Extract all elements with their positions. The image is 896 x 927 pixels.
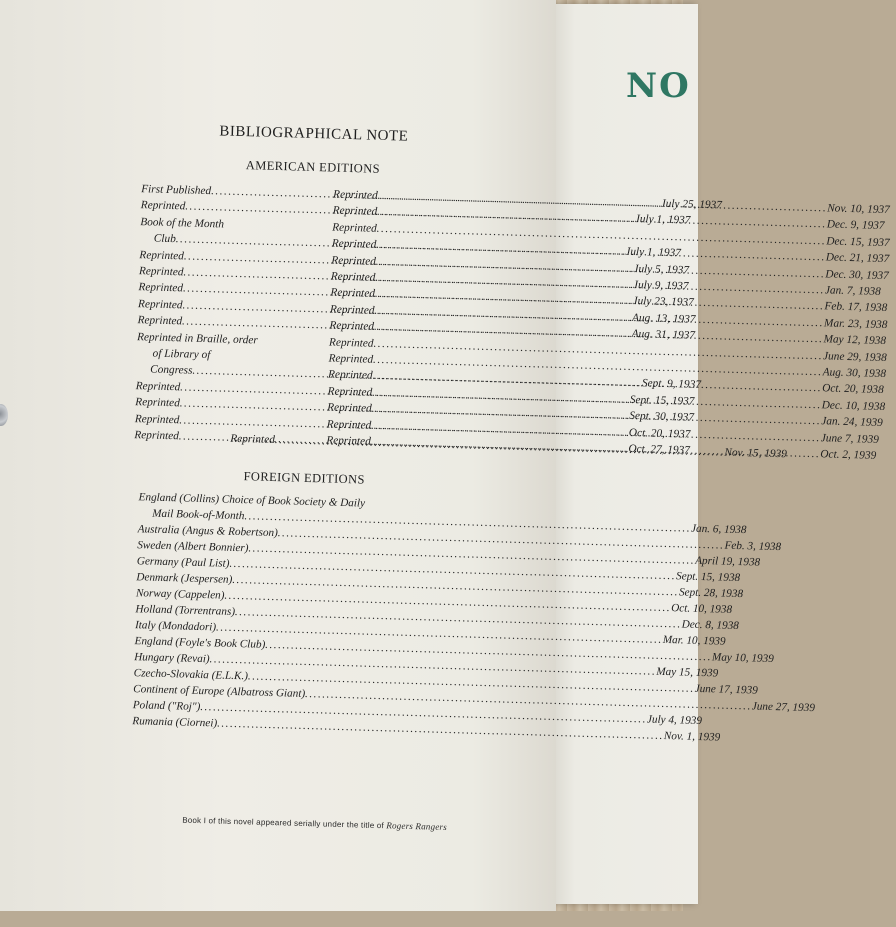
- entry-label: Reprinted: [139, 248, 185, 263]
- entry-label: Reprinted: [329, 319, 375, 333]
- entry-date: May 15, 1939: [656, 665, 719, 680]
- entry-label: Reprinted: [329, 303, 375, 317]
- footnote-title: Rogers Rangers: [386, 820, 448, 832]
- entry-label: Reprinted: [230, 432, 275, 447]
- entry-label: Reprinted: [331, 254, 377, 268]
- page-title: BIBLIOGRAPHICAL NOTE: [219, 123, 409, 145]
- entry-label: Reprinted: [134, 412, 180, 427]
- entry-date: Dec. 21, 1937: [825, 251, 890, 266]
- entry-date: Sept. 30, 1937: [629, 410, 695, 424]
- foreign-editions-heading: FOREIGN EDITIONS: [243, 469, 366, 487]
- entry-label: Sweden (Albert Bonnier): [137, 539, 249, 555]
- entry-label: Mail Book-of-Month: [151, 507, 245, 523]
- american-editions-left-column: [134, 181, 723, 457]
- entry-label: Reprinted: [331, 237, 377, 251]
- entry-label: Rumania (Ciornei): [132, 715, 218, 730]
- entry-date: Mar. 23, 1938: [823, 317, 888, 331]
- serialization-footnote: [160, 814, 470, 833]
- entry-label: Reprinted: [137, 297, 183, 312]
- entry-note: Book of the Month: [140, 215, 225, 231]
- entry-date: Aug. 13, 1937: [631, 311, 696, 326]
- entry-label: Reprinted: [330, 286, 376, 301]
- entry-note: England (Collins) Choice of Book Society & Daily: [138, 491, 366, 510]
- entry-label: Reprinted: [138, 281, 184, 295]
- entry-date: June 17, 1939: [694, 682, 758, 697]
- entry-date: Jan. 24, 1939: [821, 415, 883, 430]
- entry-date: Oct. 2, 1939: [820, 448, 877, 462]
- facing-page-title: NO: [626, 66, 691, 106]
- entry-date: Dec. 9, 1937: [826, 218, 885, 233]
- entry-label: Denmark (Jespersen): [136, 571, 233, 586]
- entry-label: Reprinted: [332, 221, 377, 235]
- entry-label: Reprinted: [332, 188, 378, 202]
- entry-label: Holland (Torrentrans): [135, 603, 236, 618]
- entry-date: Nov. 1, 1939: [663, 729, 721, 744]
- entry-date: May 10, 1939: [711, 651, 774, 666]
- entry-note: Reprinted in Braille, order: [136, 330, 258, 347]
- entry-date: Sept. 9, 1937: [641, 377, 702, 392]
- entry-label: Congress: [150, 363, 193, 378]
- entry-date: July 5, 1937: [633, 262, 690, 277]
- entry-date: Oct. 20, 1937: [628, 426, 691, 441]
- entry-label: Reprinted: [135, 379, 181, 394]
- entry-label: Reprinted: [330, 270, 376, 284]
- entry-note: of Library of: [152, 347, 211, 362]
- entry-label: Reprinted: [135, 396, 180, 410]
- american-editions-heading: AMERICAN EDITIONS: [245, 158, 381, 176]
- entry-date: July 1, 1937: [625, 245, 682, 260]
- entry-date: Dec. 30, 1937: [825, 267, 889, 282]
- entry-date: Sept. 15, 1938: [675, 570, 741, 585]
- entry-label: Reprinted: [328, 352, 374, 366]
- footnote-text: Book I of this novel appeared serially under the title of: [182, 815, 387, 831]
- entry-date: July 23, 1937: [632, 295, 694, 310]
- entry-date: Nov. 15, 1939: [724, 446, 788, 461]
- entry-date: July 25, 1937: [660, 197, 723, 212]
- entry-date: May 12, 1938: [823, 333, 887, 348]
- entry-date: July 1, 1937: [634, 213, 691, 227]
- entry-label: Hungary (Revai): [133, 651, 210, 666]
- entry-label: Reprinted: [140, 199, 186, 213]
- entry-date: Feb. 17, 1938: [824, 300, 888, 315]
- entry-date: Oct. 27, 1937: [628, 442, 691, 457]
- entry-date: June 29, 1938: [822, 349, 887, 364]
- entry-label: Reprinted: [328, 336, 374, 350]
- entry-date: Aug. 30, 1938: [822, 366, 887, 381]
- entry-label: Norway (Cappelen): [135, 587, 225, 602]
- entry-label: Reprinted: [138, 265, 184, 279]
- entry-date: Jan. 6, 1938: [690, 522, 747, 537]
- entry-date: July 9, 1937: [632, 278, 689, 293]
- entry-date: July 4, 1939: [646, 713, 703, 728]
- entry-label: Italy (Mondadori): [134, 619, 217, 634]
- entry-label: Reprinted: [327, 401, 372, 415]
- entry-label: Reprinted: [134, 429, 180, 443]
- entry-label: Australia (Angus & Robertson): [137, 523, 278, 540]
- entry-label: Reprinted: [137, 314, 183, 328]
- entry-label: Reprinted: [327, 385, 373, 399]
- entry-date: Dec. 10, 1938: [821, 399, 886, 413]
- entry-date: Nov. 10, 1937: [827, 202, 890, 217]
- entry-label: Germany (Paul List): [136, 555, 230, 570]
- entry-date: Sept. 15, 1937: [629, 393, 695, 408]
- entry-label: England (Foyle's Book Club): [134, 635, 266, 651]
- entry-label: First Published: [141, 183, 212, 198]
- entry-label: Reprinted: [326, 418, 372, 432]
- entry-date: Mar. 10, 1939: [662, 633, 726, 648]
- entry-date: April 19, 1938: [694, 554, 761, 569]
- entry-date: Aug. 31, 1937: [631, 328, 696, 342]
- entry-date: Sept. 28, 1938: [678, 586, 744, 601]
- entry-date: Dec. 15, 1937: [826, 235, 890, 249]
- entry-date: Feb. 3, 1938: [724, 539, 782, 554]
- entry-date: June 27, 1939: [751, 700, 816, 715]
- entry-label: Reprinted: [326, 434, 371, 448]
- entry-date: Oct. 10, 1938: [670, 602, 733, 616]
- entry-label: Czecho-Slovakia (E.L.K.): [133, 667, 249, 683]
- entry-label: Reprinted: [332, 204, 378, 219]
- entry-date: June 7, 1939: [820, 431, 880, 446]
- entry-label: Continent of Europe (Albatross Giant): [133, 683, 306, 700]
- foreign-editions-list: [132, 489, 816, 744]
- entry-label: Poland ("Roj"): [132, 699, 201, 714]
- entry-label: Club: [153, 232, 176, 246]
- entry-label: Reprinted: [327, 368, 373, 383]
- entry-date: Jan. 7, 1938: [824, 284, 881, 298]
- entry-date: Oct. 20, 1938: [822, 382, 884, 397]
- entry-date: Dec. 8, 1938: [681, 618, 740, 633]
